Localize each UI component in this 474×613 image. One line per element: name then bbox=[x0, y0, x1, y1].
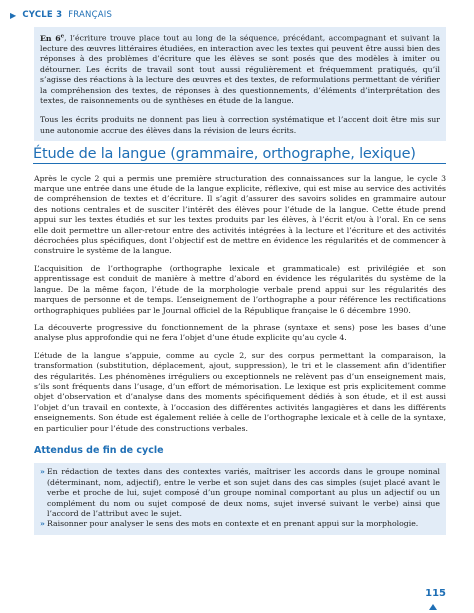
list-item-text: En rédaction de textes dans des contextes variés, maîtriser les accords dans le groupe nominal (déterminant, nom, adjectif), entre le verbe et son sujet dans des cas simples (sujet placé avant le verbe et proche de lui, sujet composé d’un groupe nominal comportant au plus un adjectif ou un complément du nom ou sujet composé de deux noms, sujet inversé suivant le verbe) ainsi que l’accord de l’attribut avec le sujet. bbox=[47, 467, 440, 519]
page-header bbox=[10, 8, 112, 22]
section-paragraph: L’étude de la langue s’appuie, comme au cycle 2, sur des corpus permettant la comparaison, la transformation (substitution, déplacement, ajout, suppression), le tri et le classement afin d’identifier des régularités. Les phénomènes irréguliers ou exceptionnels ne relèvent pas d’un enseignement mais, s’ils sont fréquents dans l’usage, d’un effort de mémorisation. Le lexique est pris explicitement comme objet d’observation et d’analyse dans des moments spécifiquement dédiés à son étude, et il est aussi l’objet d’un travail en contexte, à l’occasion des différentes activités langagières et dans les différents enseignements. Son étude est également reliée à celle de l’orthographe lexicale et à celle de la syntaxe, en particulier pour l’étude des constructions verbales. bbox=[34, 350, 446, 433]
page-content bbox=[34, 27, 446, 535]
attendus-title: Attendus de fin de cycle bbox=[34, 444, 164, 456]
attendus-list bbox=[40, 467, 440, 529]
intro-paragraph-1 bbox=[40, 31, 440, 106]
bullet-icon: » bbox=[40, 467, 45, 477]
list-item bbox=[40, 519, 440, 529]
attendus-box bbox=[34, 463, 446, 534]
cycle-label: CYCLE 3 bbox=[22, 10, 63, 20]
section-title: Étude de la langue (grammaire, orthographe, lexique) bbox=[33, 149, 446, 163]
intro-paragraph-2: Tous les écrits produits ne donnent pas lieu à correction systématique et l’accent doit être mis sur une autonomie accrue des élèves dans la révision de leurs écrits. bbox=[40, 115, 440, 135]
bullet-icon: » bbox=[40, 519, 45, 529]
section-paragraph: L’acquisition de l’orthographe (orthographe lexicale et grammaticale) est privilégiée et son apprentissage est conduit de manière à mettre d’abord en évidence les régularités du système de la langue. De la même façon, l’étude de la morphologie verbale prend appui sur les régularités des marques de personne et de temps. L’enseignement de l’orthographe a pour référence les rectifications orthographiques publiées par le Journal officiel de la République française le 6 décembre 1990. bbox=[34, 263, 446, 315]
section-paragraph: Après le cycle 2 qui a permis une première structuration des connaissances sur la langue, le cycle 3 marque une entrée dans une étude de la langue explicite, réflexive, qui est mise au service des activités de compréhension de textes et d’écriture. Il s’agit d’assurer des savoirs solides en grammaire autour des notions centrales et de susciter l’intérêt des élèves pour l’étude de la langue. Cette étude prend appui sur les textes étudiés et sur les textes produits par les élèves, à l’écrit et/ou à l’oral. En ce sens elle doit permettre un aller-retour entre des activités intégrées à la lecture et l’écriture et des activités décrochées plus spécifiques, dont l’objectif est de mettre en évidence les régularités et de commencer à construire le système de la langue. bbox=[34, 173, 446, 256]
page-number: 115 bbox=[425, 588, 446, 599]
page-marker-icon bbox=[429, 604, 437, 610]
intro-box bbox=[34, 27, 446, 141]
intro-paragraph-1-text: , l’écriture trouve place tout au long de la séquence, précédant, accompagnant et suivant la lecture des œuvres littéraires étudiées, en interaction avec les textes qui peuvent être aussi bien des réponses à des problèmes d’écriture que les élèves se sont posés que des modèles à imiter ou détourner. Les écrits de travail sont tout aussi régulièrement et fréquemment pratiqués, qu’il s’agisse des réactions à la lecture des œuvres et des textes, de reformulations permettant de vérifier la compréhension des textes, de réponses à des questionnements, d’éléments d’interprétation des textes, de raisonnements ou de synthèses en étude de la langue. bbox=[40, 33, 440, 106]
intro-lead: En 6e bbox=[40, 33, 65, 43]
list-item-text: Raisonner pour analyser le sens des mots en contexte et en prenant appui sur la morphologie. bbox=[47, 519, 419, 529]
play-triangle-icon: ▶ bbox=[10, 10, 17, 20]
list-item bbox=[40, 467, 440, 519]
section-paragraph: La découverte progressive du fonctionnement de la phrase (syntaxe et sens) pose les bases d’une analyse plus approfondie qui ne fera l’objet d’une étude explicite qu’au cycle 4. bbox=[34, 322, 446, 343]
subject-label: FRANÇAIS bbox=[68, 10, 113, 20]
